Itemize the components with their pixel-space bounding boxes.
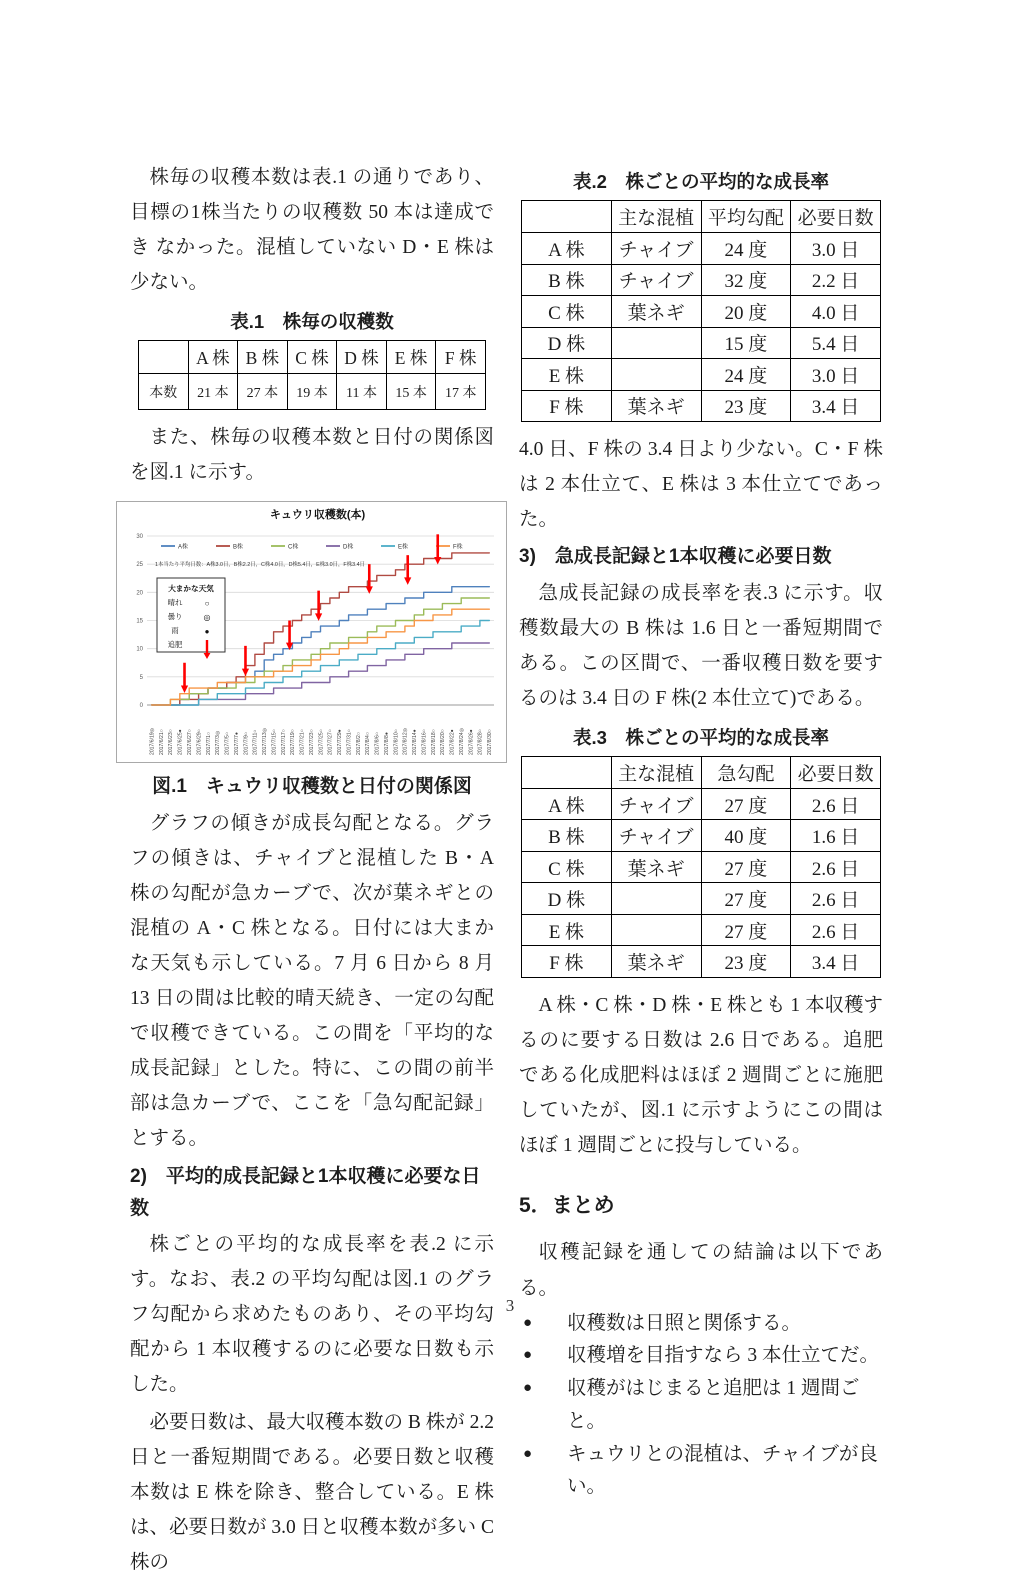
x-tick-label: 2017/8/18○ bbox=[430, 728, 437, 755]
page-number: 3 bbox=[505, 1296, 515, 1315]
table-cell: 3.4 日 bbox=[791, 946, 881, 978]
x-tick-label: 2017/8/6○ bbox=[374, 731, 381, 755]
weather-item-label: 晴れ bbox=[167, 597, 183, 607]
paragraph-rapid-growth: 急成長記録の成長率を表.3 に示す。収穫数最大の B 株は 1.6 日と一番短期間である。この区間で、一番収穫日数を要するのは 3.4 日の F 株(2 本仕立て)である。 bbox=[519, 582, 883, 709]
harvest-line-chart bbox=[117, 502, 506, 762]
bullet-icon: ● bbox=[523, 1314, 533, 1331]
x-tick-label: 2017/6/25● bbox=[177, 728, 184, 755]
y-tick-label: 30 bbox=[136, 533, 143, 540]
x-tick-label: 2017/8/16○ bbox=[421, 728, 428, 755]
x-tick-label: 2017/8/22● bbox=[449, 728, 456, 755]
table-cell: チャイブ bbox=[611, 820, 701, 852]
table-cell: F 株 bbox=[522, 946, 612, 978]
fertilizer-arrow-head bbox=[434, 557, 441, 565]
table-header-row bbox=[522, 756, 881, 788]
legend-label: E株 bbox=[398, 544, 409, 551]
fertilizer-arrow-icon bbox=[204, 653, 211, 659]
table-row bbox=[522, 914, 881, 946]
legend-label: B株 bbox=[233, 544, 244, 551]
table-cell: 2.2 日 bbox=[791, 264, 881, 296]
x-tick-label: 2017/7/23○ bbox=[308, 728, 315, 755]
x-tick-label: 2017/6/21○ bbox=[158, 728, 165, 755]
x-tick-label: 2017/6/27○ bbox=[187, 728, 194, 755]
table-cell: 27 度 bbox=[701, 883, 791, 915]
legend-label: C株 bbox=[288, 544, 299, 551]
table-cell: 葉ネギ bbox=[611, 296, 701, 328]
table-cell: 2.6 日 bbox=[791, 914, 881, 946]
table-header-cell: 主な混植 bbox=[611, 756, 701, 788]
y-tick-label: 25 bbox=[136, 561, 143, 568]
table-cell: 27 度 bbox=[701, 788, 791, 820]
table-cell: 1.6 日 bbox=[791, 820, 881, 852]
table-row bbox=[522, 327, 881, 359]
bullet-text: 収穫がはじまると追肥は 1 週間ごと。 bbox=[567, 1378, 860, 1432]
bullet-text: 収穫増を目指すなら 3 本仕立てだ。 bbox=[567, 1345, 880, 1367]
table-row bbox=[522, 820, 881, 852]
table-cell: チャイブ bbox=[611, 788, 701, 820]
table-header-cell bbox=[139, 341, 189, 374]
table-header-cell: B 株 bbox=[238, 341, 288, 374]
table-cell: 15 本 bbox=[386, 374, 436, 410]
table1-harvest-counts bbox=[138, 340, 486, 410]
weather-item-symbol: ● bbox=[204, 626, 210, 636]
table2-caption: 表.2 株ごとの平均的な成長率 bbox=[573, 171, 829, 192]
table-row bbox=[522, 788, 881, 820]
x-tick-label: 2017/6/19◎ bbox=[149, 727, 156, 755]
table-cell: 32 度 bbox=[701, 264, 791, 296]
table-header-row bbox=[139, 341, 486, 374]
table-row bbox=[522, 946, 881, 978]
table-row bbox=[522, 883, 881, 915]
table-header-cell: 必要日数 bbox=[791, 201, 881, 233]
fertilizer-arrow-head bbox=[181, 685, 188, 693]
table-cell: C 株 bbox=[522, 296, 612, 328]
summary-bullet bbox=[519, 1439, 883, 1505]
x-tick-label: 2017/7/13◎ bbox=[262, 727, 269, 755]
paragraph-table2-ref: 株ごとの平均的な成長率を表.2 に示す。なお、表.2 の平均勾配は図.1 のグラフ勾配から求めたものあり、その平均勾配から 1 本収穫するのに必要な日数も示した。 bbox=[130, 1234, 494, 1396]
table-row bbox=[522, 390, 881, 422]
x-tick-label: 2017/7/31○ bbox=[346, 728, 353, 755]
table-row bbox=[139, 374, 486, 410]
table-header-cell: C 株 bbox=[287, 341, 337, 374]
table-cell: 葉ネギ bbox=[611, 851, 701, 883]
heading-section-5-summary: 5．まとめ bbox=[519, 1194, 615, 1218]
table-cell: B 株 bbox=[522, 264, 612, 296]
legend-label: A株 bbox=[178, 544, 189, 551]
y-tick-label: 20 bbox=[136, 589, 143, 596]
weather-item-symbol: ○ bbox=[204, 598, 210, 608]
table-cell: A 株 bbox=[522, 788, 612, 820]
bullet-text: 収穫数は日照と関係する。 bbox=[567, 1312, 802, 1334]
x-tick-label: 2017/8/10○ bbox=[393, 728, 400, 755]
x-tick-label: 2017/8/8● bbox=[383, 731, 390, 755]
paragraph-harvest-count: 株毎の収穫本数は表.1 の通りであり、目標の1株当たりの収穫数 50 本は達成でき なかった。混植していない D・E 株は少ない。 bbox=[130, 167, 494, 294]
summary-bullet bbox=[519, 1340, 883, 1373]
paragraph-fertilizer: A 株・C 株・D 株・E 株とも 1 本収穫するのに要する日数は 2.6 日である。追肥である化成肥料はほぼ 2 週間ごとに施肥していたが、図.1 に示すようにこの間はほぼ 1 週間ごとに投与している。 bbox=[519, 994, 884, 1157]
table-cell: 葉ネギ bbox=[611, 390, 701, 422]
x-tick-label: 2017/7/17○ bbox=[280, 728, 287, 755]
legend-label: F株 bbox=[453, 544, 463, 551]
table-row bbox=[522, 233, 881, 265]
x-tick-label: 2017/8/2○ bbox=[355, 731, 362, 755]
table-cell: 27 度 bbox=[701, 851, 791, 883]
table-row bbox=[522, 296, 881, 328]
table-header-cell: E 株 bbox=[386, 341, 436, 374]
x-tick-label: 2017/7/9○ bbox=[243, 731, 250, 755]
table-cell: 15 度 bbox=[701, 327, 791, 359]
table-cell: 3.0 日 bbox=[791, 233, 881, 265]
bullet-icon: ● bbox=[523, 1445, 533, 1462]
table-cell: 23 度 bbox=[701, 390, 791, 422]
left-column bbox=[130, 160, 494, 1582]
table-cell: B 株 bbox=[522, 820, 612, 852]
table-cell: チャイブ bbox=[611, 264, 701, 296]
bullet-icon: ● bbox=[523, 1380, 533, 1397]
table-row bbox=[522, 359, 881, 391]
table-cell: 20 度 bbox=[701, 296, 791, 328]
table-header-cell: F 株 bbox=[436, 341, 486, 374]
bullet-text: キュウリとの混植は、チャイブが良い。 bbox=[567, 1443, 878, 1498]
table-cell: 24 度 bbox=[701, 233, 791, 265]
table-header-cell: 必要日数 bbox=[791, 756, 881, 788]
weather-item-symbol: ◎ bbox=[203, 612, 211, 622]
chart-title: キュウリ収穫数(本) bbox=[269, 508, 366, 521]
table-cell bbox=[611, 914, 701, 946]
paragraph-required-days: 必要日数は、最大収穫本数の B 株が 2.2 日と一番短期間である。必要日数と収穫本数は E 株を除き、整合している。E 株は、必要日数が 3.0 日と収穫本数が多い C 株の bbox=[130, 1411, 495, 1573]
table-header-row bbox=[522, 201, 881, 233]
table2-average-growth bbox=[521, 200, 881, 422]
table-cell: 24 度 bbox=[701, 359, 791, 391]
summary-bullet-list bbox=[519, 1308, 883, 1505]
x-tick-label: 2017/8/20○ bbox=[440, 728, 447, 755]
x-tick-label: 2017/7/25○ bbox=[318, 728, 325, 755]
x-tick-label: 2017/7/15○ bbox=[271, 728, 278, 755]
figure-1-caption: 図.1 キュウリ収穫数と日付の関係図 bbox=[152, 775, 472, 797]
table-header-cell: 主な混植 bbox=[611, 201, 701, 233]
table-cell: E 株 bbox=[522, 914, 612, 946]
table-cell: 23 度 bbox=[701, 946, 791, 978]
y-tick-label: 0 bbox=[139, 702, 143, 709]
figure-1-chart bbox=[116, 501, 507, 763]
summary-bullet bbox=[519, 1373, 883, 1439]
x-tick-label: 2017/7/1○ bbox=[205, 731, 212, 755]
table3-caption: 表.3 株ごとの平均的な成長率 bbox=[573, 726, 829, 748]
weather-legend-title: 大まかな天気 bbox=[168, 583, 214, 593]
table-cell: 5.4 日 bbox=[791, 327, 881, 359]
table-header-cell: D 株 bbox=[337, 341, 387, 374]
table-cell bbox=[611, 883, 701, 915]
paragraph-continuation: 4.0 日、F 株の 3.4 日より少ない。C・F 株は 2 本仕立て、E 株は 3 本仕立てであった。 bbox=[519, 439, 883, 531]
weather-item-label: 追肥 bbox=[167, 639, 183, 649]
weather-item-label: 雨 bbox=[171, 625, 179, 635]
fertilizer-arrow-head bbox=[315, 613, 322, 621]
y-tick-label: 15 bbox=[136, 618, 143, 625]
table3-rapid-growth bbox=[521, 756, 881, 978]
x-tick-label: 2017/7/3◎ bbox=[215, 730, 222, 755]
x-tick-label: 2017/8/4○ bbox=[365, 731, 372, 755]
table-cell: 3.0 日 bbox=[791, 359, 881, 391]
x-tick-label: 2017/8/30○ bbox=[487, 728, 494, 755]
fertilizer-arrow-head bbox=[242, 668, 249, 676]
table-row bbox=[522, 264, 881, 296]
table1-caption: 表.1 株毎の収穫数 bbox=[230, 311, 394, 333]
x-tick-label: 2017/7/21○ bbox=[299, 728, 306, 755]
table-cell: 3.4 日 bbox=[791, 390, 881, 422]
table-header-cell: 平均勾配 bbox=[701, 201, 791, 233]
x-tick-label: 2017/7/7● bbox=[233, 731, 240, 755]
table-cell: 11 本 bbox=[337, 374, 387, 410]
chart-note: 1本当たり平均日数：A株3.0日，B株2.2日，C株4.0日，D株5.4日，E株3.0日，F株3.4日 bbox=[155, 561, 365, 568]
heading-section-2: 2) 平均的成長記録と1本収穫に必要な日数 bbox=[130, 1165, 481, 1219]
table-row bbox=[522, 851, 881, 883]
bullet-icon: ● bbox=[523, 1347, 533, 1364]
legend-label: D株 bbox=[343, 544, 354, 551]
x-tick-label: 2017/8/24◎ bbox=[458, 727, 465, 755]
x-tick-label: 2017/7/11○ bbox=[252, 729, 259, 755]
table-cell: D 株 bbox=[522, 327, 612, 359]
table-cell: E 株 bbox=[522, 359, 612, 391]
table-header-cell: 急勾配 bbox=[701, 756, 791, 788]
table-cell: 17 本 bbox=[436, 374, 486, 410]
x-tick-label: 2017/6/29○ bbox=[196, 728, 203, 755]
table-cell: 本数 bbox=[139, 374, 189, 410]
x-tick-label: 2017/8/14● bbox=[412, 728, 419, 755]
table-cell: A 株 bbox=[522, 233, 612, 265]
table-cell: D 株 bbox=[522, 883, 612, 915]
weather-item-label: 曇り bbox=[167, 611, 183, 621]
table-cell: 40 度 bbox=[701, 820, 791, 852]
table-header-cell bbox=[522, 201, 612, 233]
x-tick-label: 2017/7/29● bbox=[337, 728, 344, 755]
table-cell: 19 本 bbox=[287, 374, 337, 410]
table-cell: 2.6 日 bbox=[791, 883, 881, 915]
table-cell bbox=[611, 359, 701, 391]
paragraph-figure-ref: また、株毎の収穫本数と日付の関係図を図.1 に示す。 bbox=[130, 427, 494, 484]
table-cell: 4.0 日 bbox=[791, 296, 881, 328]
table-cell: F 株 bbox=[522, 390, 612, 422]
table-header-cell: A 株 bbox=[188, 341, 238, 374]
x-tick-label: 2017/8/26● bbox=[468, 728, 475, 755]
table-cell: 2.6 日 bbox=[791, 851, 881, 883]
x-tick-label: 2017/8/28○ bbox=[477, 728, 484, 755]
table-cell: 葉ネギ bbox=[611, 946, 701, 978]
table-cell: C 株 bbox=[522, 851, 612, 883]
y-tick-label: 5 bbox=[139, 674, 143, 681]
table-cell bbox=[611, 327, 701, 359]
table-cell: 21 本 bbox=[188, 374, 238, 410]
x-tick-label: 2017/7/5○ bbox=[224, 731, 231, 755]
heading-section-3: 3) 急成長記録と1本収穫に必要日数 bbox=[519, 546, 832, 568]
paragraph-graph-slope: グラフの傾きが成長勾配となる。グラフの傾きは、チャイブと混植した B・A 株の勾配が急カーブで、次が葉ネギとの混植の A・C 株となる。日付には大まかな天気も示している。7 月 6 日から 8 月 13 日の間は比較的晴天続き、一定の勾配で収穫できている。この間を「平均的な成長記録」とした。特に、この間の前半部は急カーブで、ここを「急勾配記録」とする。 bbox=[130, 812, 494, 1150]
paragraph-conclusion-intro: 収穫記録を通しての結論は以下である。 bbox=[519, 1242, 883, 1299]
x-tick-label: 2017/7/19○ bbox=[290, 728, 297, 755]
x-tick-label: 2017/7/27○ bbox=[327, 728, 334, 755]
table-cell: チャイブ bbox=[611, 233, 701, 265]
table-header-cell bbox=[522, 756, 612, 788]
table-cell: 2.6 日 bbox=[791, 788, 881, 820]
x-tick-label: 2017/8/12◎ bbox=[402, 727, 409, 755]
table-cell: 27 度 bbox=[701, 914, 791, 946]
fertilizer-arrow-head bbox=[404, 577, 411, 585]
y-tick-label: 10 bbox=[136, 646, 143, 653]
x-tick-label: 2017/6/23○ bbox=[168, 728, 175, 755]
table-cell: 27 本 bbox=[238, 374, 288, 410]
